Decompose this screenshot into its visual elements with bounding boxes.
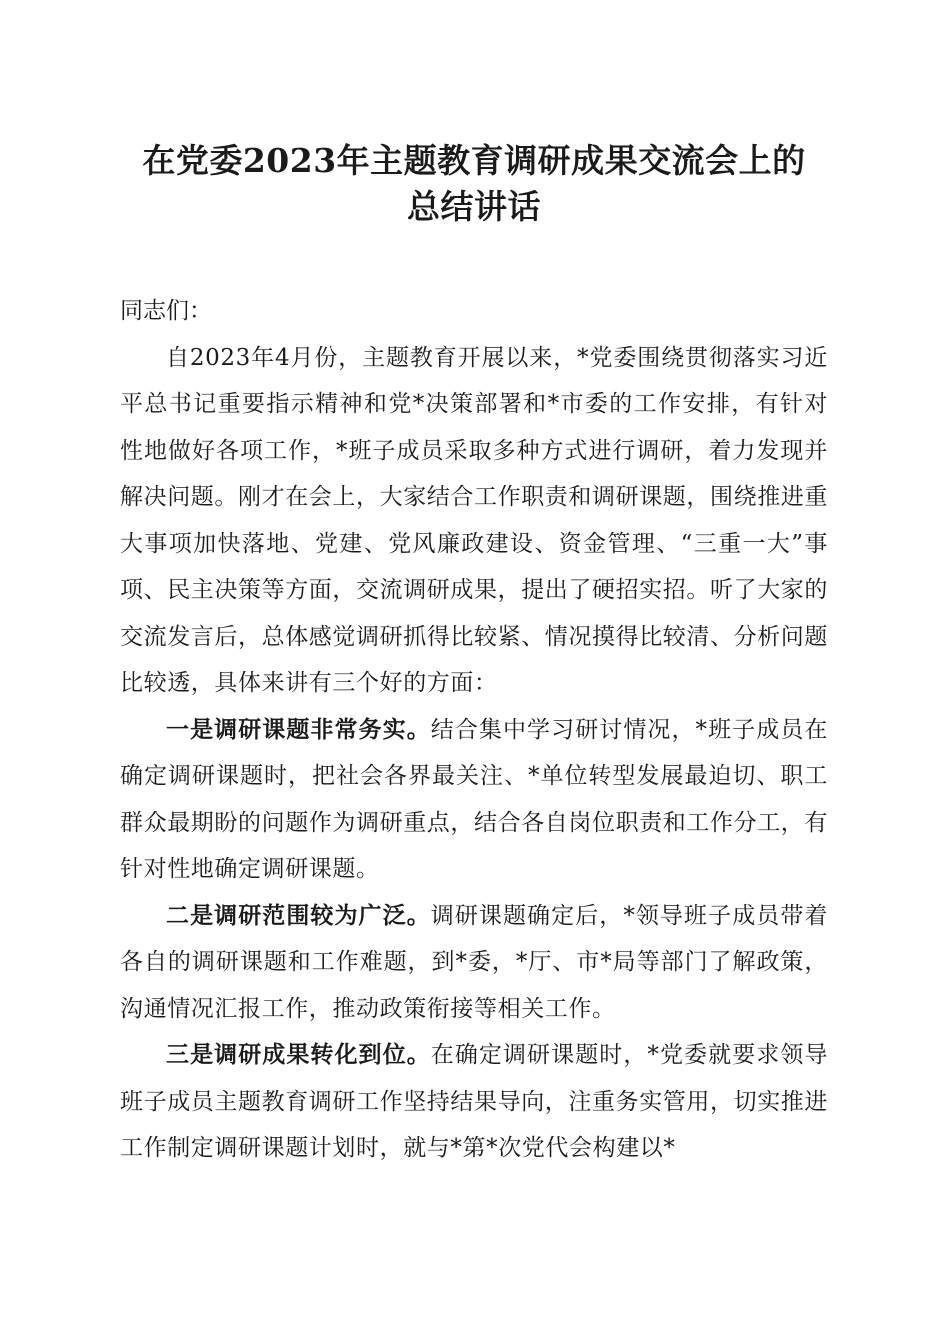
paragraph-intro-text: 自2023年4月份，主题教育开展以来，*党委围绕贯彻落实习近平总书记重要指示精神和党*决策部署和*市委的工作安排，有针对性地做好各项工作，*班子成员采取多种方式进行调研，着力发现并解决问题。刚才在会上，大家结合工作职责和调研课题，围绕推进重大事项加快落地、党建、党风廉政建设、资金管理、“三重一大”事项、民主决策等方面，交流调研成果，提出了硬招实招。听了大家的交流发言后，总体感觉调研抓得比较紧、情况摸得比较清、分析问题比较透，具体来讲有三个好的方面：: [120, 344, 828, 696]
salutation: 同志们：: [120, 298, 212, 324]
point-3-text: 在确定调研课题时，*党委就要求领导班子成员主题教育调研工作坚持结果导向，注重务实管用，切实推进工作制定调研课题计划时，就与*第*次党代会构建以*: [120, 1042, 828, 1161]
paragraph-point-1: [120, 707, 828, 893]
point-1-heading: 一是调研课题非常务实。: [166, 715, 431, 743]
paragraph-intro: [120, 335, 828, 707]
document-title: [120, 138, 828, 230]
title-line-2: 总结讲话: [407, 187, 541, 226]
title-line-1: 在党委2023年主题教育调研成果交流会上的: [142, 141, 806, 180]
point-3-heading: 三是调研成果转化到位。: [166, 1041, 431, 1068]
point-2-text: 调研课题确定后，*领导班子成员带着各自的调研课题和工作难题，到*委，*厅、市*局等部门了解政策，沟通情况汇报工作，推动政策衔接等相关工作。: [120, 902, 828, 1022]
point-2-heading: 二是调研范围较为广泛。: [166, 901, 431, 929]
paragraph-point-3: [120, 1032, 828, 1172]
point-1-text: 结合集中学习研讨情况，*班子成员在确定调研课题时，把社会各界最关注、*单位转型发展最迫切、职工群众最期盼的问题作为调研重点，结合各自岗位职责和工作分工，有针对性地确定调研课题。: [120, 716, 828, 882]
paragraph-point-2: [120, 893, 828, 1033]
